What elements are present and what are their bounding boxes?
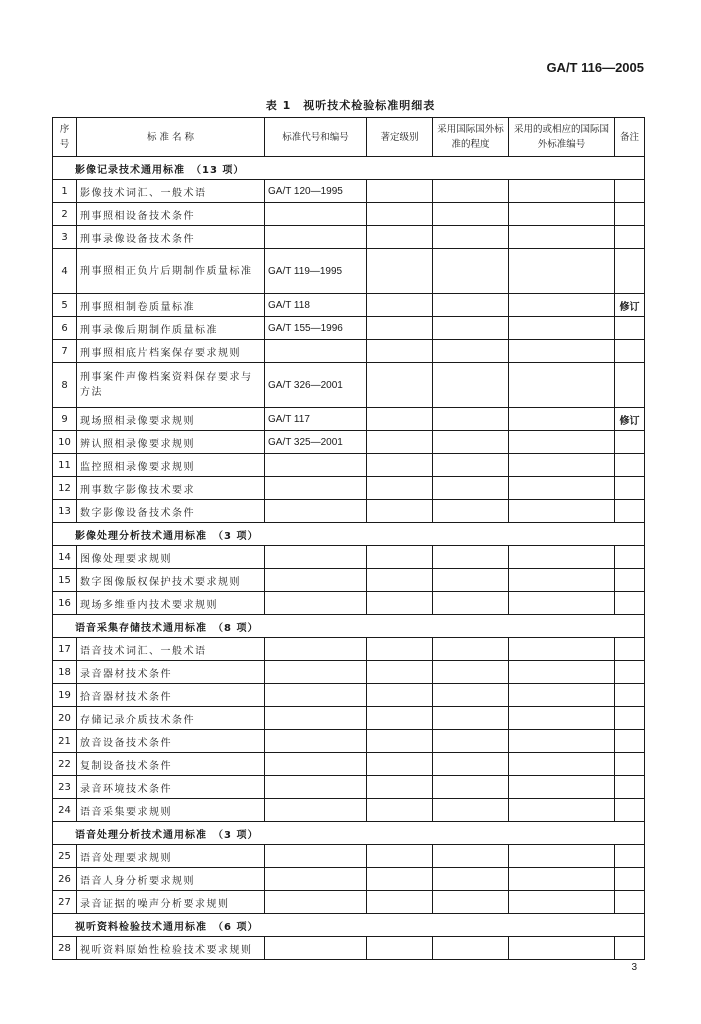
approval-level — [367, 891, 433, 914]
intl-standard-code — [509, 317, 615, 340]
standard-code: GA/T 118 — [265, 294, 367, 317]
standard-name: 放音设备技术条件 — [77, 730, 265, 753]
col-header-intl-code: 采用的或相应的国际国外标准编号 — [509, 118, 615, 157]
remark — [615, 891, 645, 914]
approval-level — [367, 799, 433, 822]
table-row — [53, 546, 645, 569]
remark — [615, 799, 645, 822]
standard-name: 现场照相录像要求规则 — [77, 408, 265, 431]
row-number: 7 — [53, 340, 77, 363]
remark — [615, 203, 645, 226]
standard-code — [265, 500, 367, 523]
remark — [615, 226, 645, 249]
group-title: 语音处理分析技术通用标准 （3 项） — [53, 822, 645, 845]
intl-adoption-degree — [433, 868, 509, 891]
table-row — [53, 454, 645, 477]
intl-adoption-degree — [433, 684, 509, 707]
intl-adoption-degree — [433, 891, 509, 914]
standard-code — [265, 845, 367, 868]
row-number: 1 — [53, 180, 77, 203]
standard-name: 语音处理要求规则 — [77, 845, 265, 868]
approval-level — [367, 249, 433, 294]
table-row — [53, 776, 645, 799]
row-number: 20 — [53, 707, 77, 730]
remark — [615, 753, 645, 776]
approval-level — [367, 454, 433, 477]
approval-level — [367, 431, 433, 454]
standard-code — [265, 340, 367, 363]
intl-adoption-degree — [433, 249, 509, 294]
table-row — [53, 661, 645, 684]
standard-name: 录音器材技术条件 — [77, 661, 265, 684]
group-title: 影像记录技术通用标准 （13 项） — [53, 157, 645, 180]
col-header-code: 标准代号和编号 — [265, 118, 367, 157]
intl-adoption-degree — [433, 203, 509, 226]
standard-name: 刑事数字影像技术要求 — [77, 477, 265, 500]
table-row — [53, 249, 645, 294]
standard-name: 拾音器材技术条件 — [77, 684, 265, 707]
approval-level — [367, 661, 433, 684]
intl-adoption-degree — [433, 661, 509, 684]
col-header-level: 著定级别 — [367, 118, 433, 157]
intl-standard-code — [509, 891, 615, 914]
remark — [615, 363, 645, 408]
standard-name: 监控照相录像要求规则 — [77, 454, 265, 477]
intl-standard-code — [509, 431, 615, 454]
approval-level — [367, 317, 433, 340]
standard-name: 刑事案件声像档案资料保存要求与方法 — [77, 363, 265, 408]
approval-level — [367, 730, 433, 753]
standard-name: 录音证据的噪声分析要求规则 — [77, 891, 265, 914]
approval-level — [367, 776, 433, 799]
intl-standard-code — [509, 776, 615, 799]
standard-name: 刑事照相设备技术条件 — [77, 203, 265, 226]
remark — [615, 317, 645, 340]
page-number: 3 — [631, 962, 637, 973]
table-row — [53, 845, 645, 868]
row-number: 15 — [53, 569, 77, 592]
remark — [615, 454, 645, 477]
standard-code: GA/T 117 — [265, 408, 367, 431]
table-title: 表 1 视听技术检验标准明细表 — [265, 99, 436, 112]
row-number: 22 — [53, 753, 77, 776]
group-header-row — [53, 822, 645, 845]
intl-adoption-degree — [433, 431, 509, 454]
intl-adoption-degree — [433, 730, 509, 753]
standard-code — [265, 638, 367, 661]
intl-standard-code — [509, 707, 615, 730]
approval-level — [367, 294, 433, 317]
row-number: 4 — [53, 249, 77, 294]
table-row — [53, 226, 645, 249]
intl-standard-code — [509, 799, 615, 822]
standard-code — [265, 661, 367, 684]
intl-adoption-degree — [433, 226, 509, 249]
intl-standard-code — [509, 661, 615, 684]
row-number: 11 — [53, 454, 77, 477]
approval-level — [367, 753, 433, 776]
approval-level — [367, 937, 433, 960]
col-header-name: 标 准 名 称 — [77, 118, 265, 157]
standard-code: GA/T 120—1995 — [265, 180, 367, 203]
group-header-row — [53, 914, 645, 937]
table-row — [53, 707, 645, 730]
standard-name: 刑事照相正负片后期制作质量标准 — [77, 249, 265, 294]
intl-standard-code — [509, 226, 615, 249]
intl-standard-code — [509, 249, 615, 294]
intl-standard-code — [509, 363, 615, 408]
standard-name: 刑事照相制卷质量标准 — [77, 294, 265, 317]
remark — [615, 592, 645, 615]
approval-level — [367, 500, 433, 523]
row-number: 21 — [53, 730, 77, 753]
standard-name: 现场多维垂内技术要求规则 — [77, 592, 265, 615]
table-row — [53, 363, 645, 408]
approval-level — [367, 203, 433, 226]
row-number: 13 — [53, 500, 77, 523]
remark — [615, 776, 645, 799]
approval-level — [367, 546, 433, 569]
intl-standard-code — [509, 868, 615, 891]
intl-adoption-degree — [433, 340, 509, 363]
standard-code: GA/T 326—2001 — [265, 363, 367, 408]
row-number: 28 — [53, 937, 77, 960]
intl-standard-code — [509, 294, 615, 317]
remark — [615, 546, 645, 569]
table-row — [53, 592, 645, 615]
group-title: 影像处理分析技术通用标准 （3 项） — [53, 523, 645, 546]
table-row — [53, 730, 645, 753]
standard-name: 复制设备技术条件 — [77, 753, 265, 776]
group-title: 语音采集存储技术通用标准 （8 项） — [53, 615, 645, 638]
standards-table — [52, 117, 645, 960]
remark — [615, 937, 645, 960]
table-row — [53, 203, 645, 226]
standard-name: 刑事照相底片档案保存要求规则 — [77, 340, 265, 363]
remark — [615, 340, 645, 363]
standard-name: 视听资料原始性检验技术要求规则 — [77, 937, 265, 960]
row-number: 9 — [53, 408, 77, 431]
intl-adoption-degree — [433, 546, 509, 569]
approval-level — [367, 845, 433, 868]
table-row — [53, 431, 645, 454]
table-row — [53, 340, 645, 363]
standard-name: 存储记录介质技术条件 — [77, 707, 265, 730]
document-code: GA/T 116—2005 — [546, 60, 644, 75]
row-number: 17 — [53, 638, 77, 661]
group-title: 视听资料检验技术通用标准 （6 项） — [53, 914, 645, 937]
intl-standard-code — [509, 408, 615, 431]
standard-code — [265, 592, 367, 615]
standard-code — [265, 203, 367, 226]
remark: 修订 — [615, 408, 645, 431]
approval-level — [367, 363, 433, 408]
row-number: 14 — [53, 546, 77, 569]
standard-code — [265, 569, 367, 592]
standard-name: 录音环境技术条件 — [77, 776, 265, 799]
row-number: 8 — [53, 363, 77, 408]
standard-code — [265, 226, 367, 249]
col-header-no: 序号 — [53, 118, 77, 157]
intl-standard-code — [509, 753, 615, 776]
remark — [615, 845, 645, 868]
intl-adoption-degree — [433, 799, 509, 822]
remark: 修订 — [615, 294, 645, 317]
row-number: 18 — [53, 661, 77, 684]
remark — [615, 661, 645, 684]
table-row — [53, 937, 645, 960]
intl-adoption-degree — [433, 180, 509, 203]
approval-level — [367, 569, 433, 592]
approval-level — [367, 868, 433, 891]
standard-name: 图像处理要求规则 — [77, 546, 265, 569]
standard-name: 刑事录像设备技术条件 — [77, 226, 265, 249]
row-number: 16 — [53, 592, 77, 615]
intl-adoption-degree — [433, 294, 509, 317]
standard-name: 语音技术词汇、一般术语 — [77, 638, 265, 661]
standard-code — [265, 891, 367, 914]
intl-standard-code — [509, 845, 615, 868]
row-number: 12 — [53, 477, 77, 500]
approval-level — [367, 707, 433, 730]
row-number: 19 — [53, 684, 77, 707]
table-row — [53, 891, 645, 914]
approval-level — [367, 408, 433, 431]
remark — [615, 249, 645, 294]
approval-level — [367, 638, 433, 661]
group-header-row — [53, 157, 645, 180]
approval-level — [367, 226, 433, 249]
intl-standard-code — [509, 592, 615, 615]
intl-standard-code — [509, 500, 615, 523]
intl-adoption-degree — [433, 477, 509, 500]
standard-name: 刑事录像后期制作质量标准 — [77, 317, 265, 340]
approval-level — [367, 477, 433, 500]
row-number: 23 — [53, 776, 77, 799]
approval-level — [367, 340, 433, 363]
intl-adoption-degree — [433, 937, 509, 960]
standard-code: GA/T 119—1995 — [265, 249, 367, 294]
standard-code — [265, 937, 367, 960]
standard-name: 语音人身分析要求规则 — [77, 868, 265, 891]
standard-code — [265, 454, 367, 477]
table-row — [53, 180, 645, 203]
intl-adoption-degree — [433, 500, 509, 523]
table-row — [53, 799, 645, 822]
approval-level — [367, 180, 433, 203]
intl-adoption-degree — [433, 569, 509, 592]
intl-standard-code — [509, 546, 615, 569]
standard-name: 数字影像设备技术条件 — [77, 500, 265, 523]
table-row — [53, 477, 645, 500]
standard-code — [265, 684, 367, 707]
standard-code: GA/T 325—2001 — [265, 431, 367, 454]
group-header-row — [53, 523, 645, 546]
standard-code — [265, 477, 367, 500]
col-header-remark: 备注 — [615, 118, 645, 157]
row-number: 5 — [53, 294, 77, 317]
intl-standard-code — [509, 203, 615, 226]
row-number: 2 — [53, 203, 77, 226]
table-row — [53, 868, 645, 891]
remark — [615, 477, 645, 500]
intl-adoption-degree — [433, 592, 509, 615]
table-row — [53, 753, 645, 776]
table-row — [53, 638, 645, 661]
standard-code — [265, 707, 367, 730]
table-row — [53, 569, 645, 592]
intl-standard-code — [509, 180, 615, 203]
intl-standard-code — [509, 638, 615, 661]
intl-standard-code — [509, 730, 615, 753]
col-header-intl-degree: 采用国际国外标准的程度 — [433, 118, 509, 157]
remark — [615, 868, 645, 891]
intl-adoption-degree — [433, 363, 509, 408]
intl-adoption-degree — [433, 845, 509, 868]
row-number: 27 — [53, 891, 77, 914]
standard-code — [265, 799, 367, 822]
remark — [615, 569, 645, 592]
intl-standard-code — [509, 454, 615, 477]
approval-level — [367, 684, 433, 707]
intl-standard-code — [509, 937, 615, 960]
standard-name: 语音采集要求规则 — [77, 799, 265, 822]
remark — [615, 431, 645, 454]
table-row — [53, 317, 645, 340]
standard-code — [265, 868, 367, 891]
remark — [615, 730, 645, 753]
intl-adoption-degree — [433, 317, 509, 340]
row-number: 24 — [53, 799, 77, 822]
intl-adoption-degree — [433, 638, 509, 661]
standard-name: 影像技术词汇、一般术语 — [77, 180, 265, 203]
table-row — [53, 684, 645, 707]
remark — [615, 500, 645, 523]
intl-adoption-degree — [433, 408, 509, 431]
remark — [615, 707, 645, 730]
table-row — [53, 500, 645, 523]
table-row — [53, 294, 645, 317]
row-number: 10 — [53, 431, 77, 454]
standard-code — [265, 753, 367, 776]
intl-standard-code — [509, 477, 615, 500]
row-number: 26 — [53, 868, 77, 891]
table-body — [53, 157, 645, 960]
remark — [615, 638, 645, 661]
standard-name: 数字图像版权保护技术要求规则 — [77, 569, 265, 592]
intl-standard-code — [509, 684, 615, 707]
row-number: 3 — [53, 226, 77, 249]
intl-adoption-degree — [433, 753, 509, 776]
remark — [615, 684, 645, 707]
intl-adoption-degree — [433, 454, 509, 477]
approval-level — [367, 592, 433, 615]
standard-code — [265, 546, 367, 569]
standard-code: GA/T 155—1996 — [265, 317, 367, 340]
standard-code — [265, 730, 367, 753]
table-row — [53, 408, 645, 431]
intl-standard-code — [509, 569, 615, 592]
intl-standard-code — [509, 340, 615, 363]
row-number: 25 — [53, 845, 77, 868]
table-header-row — [53, 118, 645, 157]
standard-code — [265, 776, 367, 799]
row-number: 6 — [53, 317, 77, 340]
remark — [615, 180, 645, 203]
standard-name: 辨认照相录像要求规则 — [77, 431, 265, 454]
intl-adoption-degree — [433, 776, 509, 799]
intl-adoption-degree — [433, 707, 509, 730]
group-header-row — [53, 615, 645, 638]
